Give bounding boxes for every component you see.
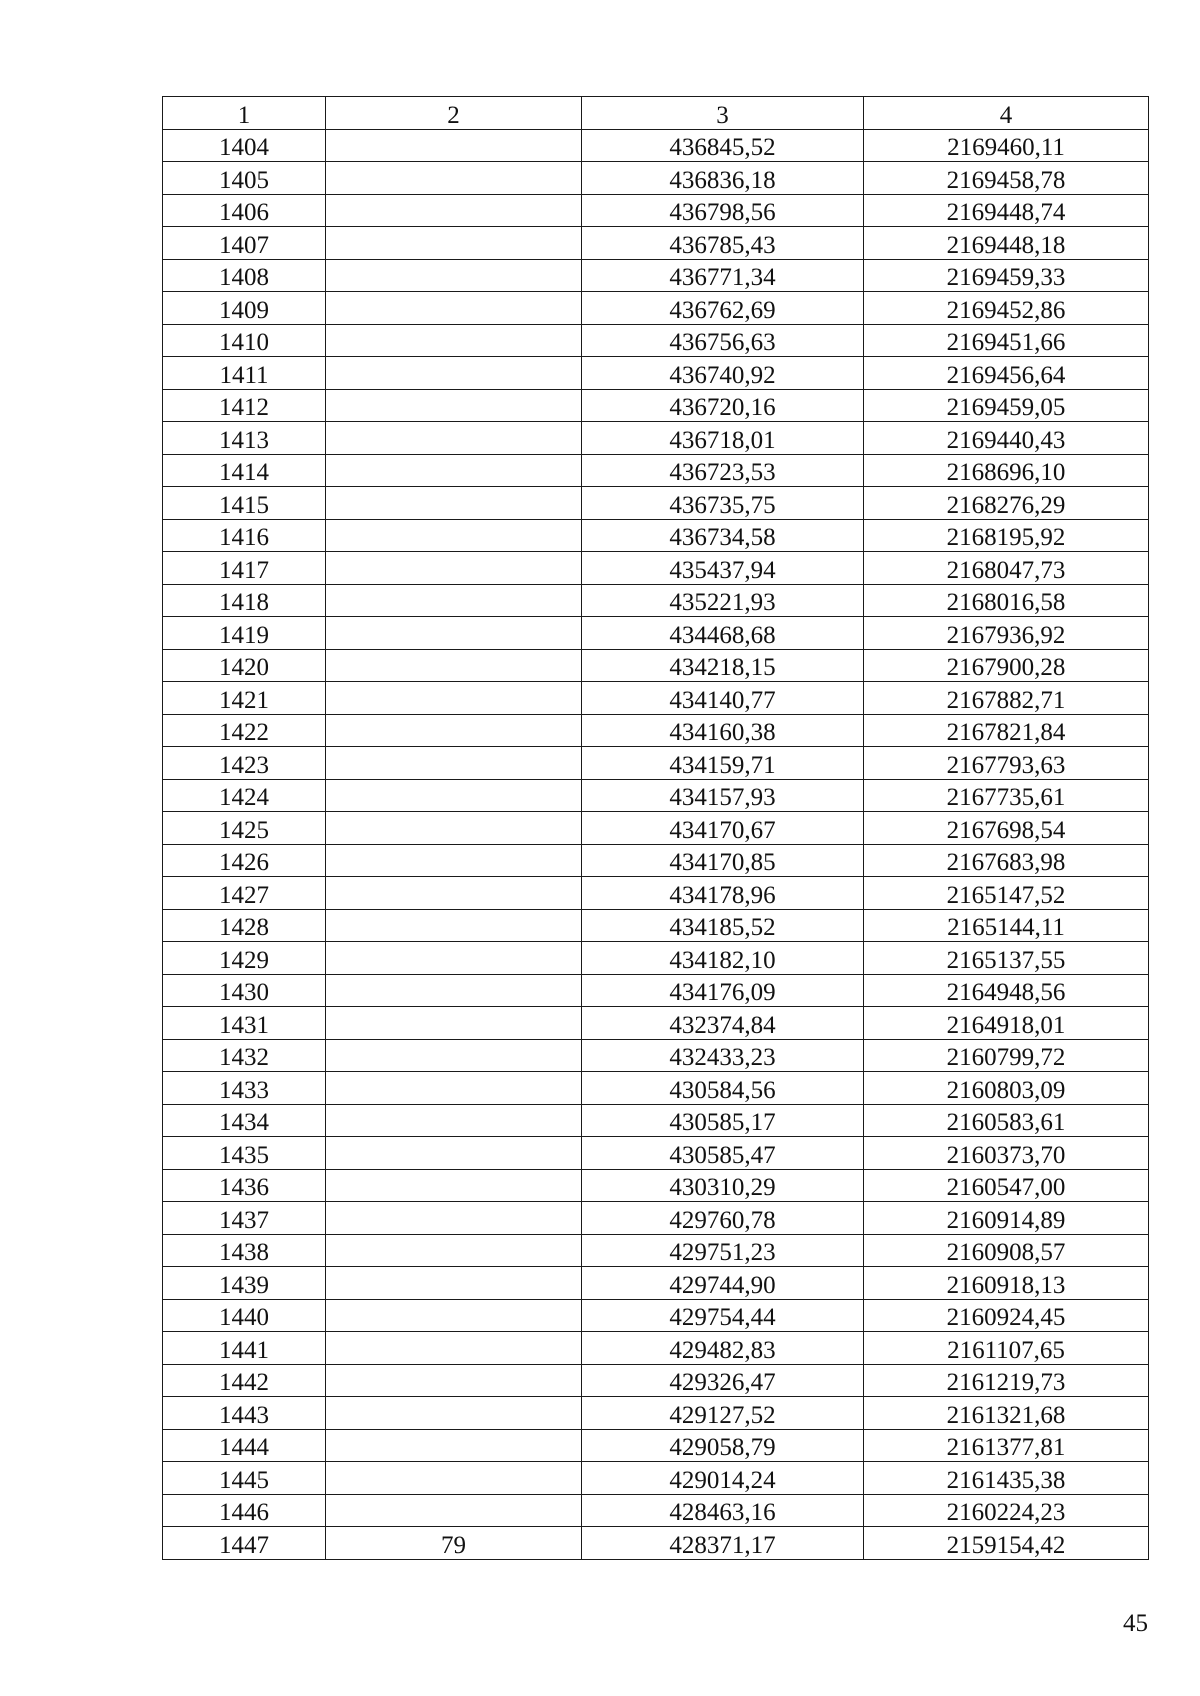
x-coordinate-cell: 434468,68	[582, 617, 864, 650]
x-coordinate-cell: 436734,58	[582, 519, 864, 552]
x-coordinate-cell: 436718,01	[582, 422, 864, 455]
segment-cell	[326, 162, 582, 195]
segment-cell	[326, 747, 582, 780]
y-coordinate-cell: 2167900,28	[864, 649, 1149, 682]
x-coordinate-cell: 432374,84	[582, 1007, 864, 1040]
table-row	[163, 1527, 1149, 1560]
segment-cell	[326, 1234, 582, 1267]
x-coordinate-cell: 430584,56	[582, 1072, 864, 1105]
x-coordinate-cell: 429754,44	[582, 1299, 864, 1332]
x-coordinate-cell: 429014,24	[582, 1462, 864, 1495]
point-number-cell: 1414	[163, 454, 326, 487]
y-coordinate-cell: 2165144,11	[864, 909, 1149, 942]
point-number-cell: 1418	[163, 584, 326, 617]
column-header: 2	[326, 97, 582, 130]
segment-cell	[326, 1104, 582, 1137]
y-coordinate-cell: 2164918,01	[864, 1007, 1149, 1040]
segment-cell	[326, 389, 582, 422]
segment-cell	[326, 552, 582, 585]
y-coordinate-cell: 2169440,43	[864, 422, 1149, 455]
y-coordinate-cell: 2167936,92	[864, 617, 1149, 650]
x-coordinate-cell: 430585,17	[582, 1104, 864, 1137]
table-row	[163, 357, 1149, 390]
segment-cell	[326, 1202, 582, 1235]
point-number-cell: 1446	[163, 1494, 326, 1527]
point-number-cell: 1431	[163, 1007, 326, 1040]
y-coordinate-cell: 2160914,89	[864, 1202, 1149, 1235]
y-coordinate-cell: 2161435,38	[864, 1462, 1149, 1495]
x-coordinate-cell: 436735,75	[582, 487, 864, 520]
table-row	[163, 1299, 1149, 1332]
table-row	[163, 487, 1149, 520]
table-row	[163, 1007, 1149, 1040]
y-coordinate-cell: 2167793,63	[864, 747, 1149, 780]
segment-cell	[326, 422, 582, 455]
table-row	[163, 162, 1149, 195]
segment-cell	[326, 1462, 582, 1495]
segment-cell	[326, 1169, 582, 1202]
x-coordinate-cell: 434160,38	[582, 714, 864, 747]
table-row	[163, 1494, 1149, 1527]
point-number-cell: 1445	[163, 1462, 326, 1495]
point-number-cell: 1415	[163, 487, 326, 520]
x-coordinate-cell: 436756,63	[582, 324, 864, 357]
x-coordinate-cell: 435437,94	[582, 552, 864, 585]
table-row	[163, 779, 1149, 812]
x-coordinate-cell: 428371,17	[582, 1527, 864, 1560]
segment-cell	[326, 1494, 582, 1527]
y-coordinate-cell: 2169448,74	[864, 194, 1149, 227]
x-coordinate-cell: 434182,10	[582, 942, 864, 975]
x-coordinate-cell: 429751,23	[582, 1234, 864, 1267]
point-number-cell: 1435	[163, 1137, 326, 1170]
table-row	[163, 1332, 1149, 1365]
segment-cell	[326, 942, 582, 975]
table-row	[163, 584, 1149, 617]
point-number-cell: 1416	[163, 519, 326, 552]
segment-cell	[326, 812, 582, 845]
column-header: 3	[582, 97, 864, 130]
segment-cell	[326, 259, 582, 292]
x-coordinate-cell: 436762,69	[582, 292, 864, 325]
x-coordinate-cell: 429127,52	[582, 1397, 864, 1430]
point-number-cell: 1444	[163, 1429, 326, 1462]
y-coordinate-cell: 2167735,61	[864, 779, 1149, 812]
point-number-cell: 1413	[163, 422, 326, 455]
table-row	[163, 259, 1149, 292]
table-row	[163, 649, 1149, 682]
segment-cell	[326, 617, 582, 650]
segment-cell: 79	[326, 1527, 582, 1560]
segment-cell	[326, 227, 582, 260]
table-row	[163, 1202, 1149, 1235]
segment-cell	[326, 129, 582, 162]
table-body	[163, 129, 1149, 1559]
table-row	[163, 1364, 1149, 1397]
segment-cell	[326, 649, 582, 682]
table-row	[163, 454, 1149, 487]
segment-cell	[326, 1039, 582, 1072]
x-coordinate-cell: 436720,16	[582, 389, 864, 422]
table-row	[163, 877, 1149, 910]
x-coordinate-cell: 436740,92	[582, 357, 864, 390]
point-number-cell: 1412	[163, 389, 326, 422]
x-coordinate-cell: 429760,78	[582, 1202, 864, 1235]
point-number-cell: 1428	[163, 909, 326, 942]
y-coordinate-cell: 2159154,42	[864, 1527, 1149, 1560]
page-number: 45	[1123, 1610, 1148, 1637]
point-number-cell: 1409	[163, 292, 326, 325]
x-coordinate-cell: 434170,85	[582, 844, 864, 877]
table-row	[163, 1429, 1149, 1462]
segment-cell	[326, 357, 582, 390]
table-row	[163, 909, 1149, 942]
table-row	[163, 942, 1149, 975]
table-row	[163, 1397, 1149, 1430]
x-coordinate-cell: 434159,71	[582, 747, 864, 780]
table-row	[163, 389, 1149, 422]
x-coordinate-cell: 434140,77	[582, 682, 864, 715]
column-header: 4	[864, 97, 1149, 130]
x-coordinate-cell: 436771,34	[582, 259, 864, 292]
x-coordinate-cell: 434170,67	[582, 812, 864, 845]
y-coordinate-cell: 2160803,09	[864, 1072, 1149, 1105]
point-number-cell: 1441	[163, 1332, 326, 1365]
segment-cell	[326, 974, 582, 1007]
segment-cell	[326, 1007, 582, 1040]
x-coordinate-cell: 429744,90	[582, 1267, 864, 1300]
table-row	[163, 324, 1149, 357]
y-coordinate-cell: 2165147,52	[864, 877, 1149, 910]
segment-cell	[326, 1267, 582, 1300]
x-coordinate-cell: 436723,53	[582, 454, 864, 487]
segment-cell	[326, 877, 582, 910]
segment-cell	[326, 324, 582, 357]
point-number-cell: 1440	[163, 1299, 326, 1332]
table-row	[163, 747, 1149, 780]
point-number-cell: 1406	[163, 194, 326, 227]
segment-cell	[326, 292, 582, 325]
table-row	[163, 844, 1149, 877]
y-coordinate-cell: 2169451,66	[864, 324, 1149, 357]
table-header-row	[163, 97, 1149, 130]
point-number-cell: 1404	[163, 129, 326, 162]
y-coordinate-cell: 2167821,84	[864, 714, 1149, 747]
y-coordinate-cell: 2167683,98	[864, 844, 1149, 877]
segment-cell	[326, 779, 582, 812]
y-coordinate-cell: 2161107,65	[864, 1332, 1149, 1365]
point-number-cell: 1432	[163, 1039, 326, 1072]
table-row	[163, 1169, 1149, 1202]
y-coordinate-cell: 2168696,10	[864, 454, 1149, 487]
x-coordinate-cell: 436798,56	[582, 194, 864, 227]
x-coordinate-cell: 436785,43	[582, 227, 864, 260]
segment-cell	[326, 1332, 582, 1365]
table-row	[163, 1039, 1149, 1072]
x-coordinate-cell: 428463,16	[582, 1494, 864, 1527]
table-row	[163, 194, 1149, 227]
y-coordinate-cell: 2165137,55	[864, 942, 1149, 975]
point-number-cell: 1422	[163, 714, 326, 747]
y-coordinate-cell: 2160373,70	[864, 1137, 1149, 1170]
y-coordinate-cell: 2168016,58	[864, 584, 1149, 617]
y-coordinate-cell: 2160799,72	[864, 1039, 1149, 1072]
x-coordinate-cell: 436836,18	[582, 162, 864, 195]
segment-cell	[326, 1072, 582, 1105]
point-number-cell: 1420	[163, 649, 326, 682]
table-row	[163, 682, 1149, 715]
segment-cell	[326, 844, 582, 877]
table-row	[163, 1462, 1149, 1495]
y-coordinate-cell: 2161321,68	[864, 1397, 1149, 1430]
y-coordinate-cell: 2169448,18	[864, 227, 1149, 260]
y-coordinate-cell: 2167882,71	[864, 682, 1149, 715]
y-coordinate-cell: 2161377,81	[864, 1429, 1149, 1462]
table-row	[163, 1137, 1149, 1170]
column-header: 1	[163, 97, 326, 130]
x-coordinate-cell: 429326,47	[582, 1364, 864, 1397]
y-coordinate-cell: 2160583,61	[864, 1104, 1149, 1137]
x-coordinate-cell: 432433,23	[582, 1039, 864, 1072]
table-row	[163, 812, 1149, 845]
segment-cell	[326, 1397, 582, 1430]
table-row	[163, 1072, 1149, 1105]
segment-cell	[326, 519, 582, 552]
point-number-cell: 1411	[163, 357, 326, 390]
segment-cell	[326, 194, 582, 227]
point-number-cell: 1426	[163, 844, 326, 877]
x-coordinate-cell: 436845,52	[582, 129, 864, 162]
table-row	[163, 292, 1149, 325]
point-number-cell: 1407	[163, 227, 326, 260]
point-number-cell: 1408	[163, 259, 326, 292]
segment-cell	[326, 909, 582, 942]
y-coordinate-cell: 2160924,45	[864, 1299, 1149, 1332]
x-coordinate-cell: 430585,47	[582, 1137, 864, 1170]
y-coordinate-cell: 2164948,56	[864, 974, 1149, 1007]
x-coordinate-cell: 430310,29	[582, 1169, 864, 1202]
y-coordinate-cell: 2169459,33	[864, 259, 1149, 292]
y-coordinate-cell: 2168276,29	[864, 487, 1149, 520]
x-coordinate-cell: 434178,96	[582, 877, 864, 910]
y-coordinate-cell: 2169460,11	[864, 129, 1149, 162]
y-coordinate-cell: 2160224,23	[864, 1494, 1149, 1527]
point-number-cell: 1429	[163, 942, 326, 975]
point-number-cell: 1423	[163, 747, 326, 780]
point-number-cell: 1419	[163, 617, 326, 650]
segment-cell	[326, 1137, 582, 1170]
segment-cell	[326, 714, 582, 747]
point-number-cell: 1442	[163, 1364, 326, 1397]
point-number-cell: 1410	[163, 324, 326, 357]
x-coordinate-cell: 434157,93	[582, 779, 864, 812]
x-coordinate-cell: 434185,52	[582, 909, 864, 942]
point-number-cell: 1436	[163, 1169, 326, 1202]
table-row	[163, 714, 1149, 747]
y-coordinate-cell: 2168047,73	[864, 552, 1149, 585]
x-coordinate-cell: 434176,09	[582, 974, 864, 1007]
point-number-cell: 1417	[163, 552, 326, 585]
table-row	[163, 617, 1149, 650]
point-number-cell: 1430	[163, 974, 326, 1007]
y-coordinate-cell: 2160547,00	[864, 1169, 1149, 1202]
table-row	[163, 422, 1149, 455]
point-number-cell: 1434	[163, 1104, 326, 1137]
y-coordinate-cell: 2168195,92	[864, 519, 1149, 552]
segment-cell	[326, 1429, 582, 1462]
y-coordinate-cell: 2161219,73	[864, 1364, 1149, 1397]
point-number-cell: 1438	[163, 1234, 326, 1267]
point-number-cell: 1443	[163, 1397, 326, 1430]
segment-cell	[326, 1299, 582, 1332]
point-number-cell: 1447	[163, 1527, 326, 1560]
point-number-cell: 1427	[163, 877, 326, 910]
y-coordinate-cell: 2169459,05	[864, 389, 1149, 422]
segment-cell	[326, 1364, 582, 1397]
y-coordinate-cell: 2160908,57	[864, 1234, 1149, 1267]
point-number-cell: 1405	[163, 162, 326, 195]
y-coordinate-cell: 2160918,13	[864, 1267, 1149, 1300]
coordinates-table	[162, 96, 1149, 1560]
table-row	[163, 227, 1149, 260]
x-coordinate-cell: 429058,79	[582, 1429, 864, 1462]
table-row	[163, 519, 1149, 552]
y-coordinate-cell: 2169452,86	[864, 292, 1149, 325]
table-row	[163, 1234, 1149, 1267]
x-coordinate-cell: 429482,83	[582, 1332, 864, 1365]
segment-cell	[326, 487, 582, 520]
point-number-cell: 1433	[163, 1072, 326, 1105]
table-row	[163, 1104, 1149, 1137]
y-coordinate-cell: 2169458,78	[864, 162, 1149, 195]
x-coordinate-cell: 435221,93	[582, 584, 864, 617]
table-row	[163, 129, 1149, 162]
point-number-cell: 1439	[163, 1267, 326, 1300]
segment-cell	[326, 682, 582, 715]
y-coordinate-cell: 2167698,54	[864, 812, 1149, 845]
x-coordinate-cell: 434218,15	[582, 649, 864, 682]
table-row	[163, 974, 1149, 1007]
point-number-cell: 1421	[163, 682, 326, 715]
table-row	[163, 552, 1149, 585]
y-coordinate-cell: 2169456,64	[864, 357, 1149, 390]
segment-cell	[326, 454, 582, 487]
point-number-cell: 1425	[163, 812, 326, 845]
point-number-cell: 1437	[163, 1202, 326, 1235]
point-number-cell: 1424	[163, 779, 326, 812]
table-row	[163, 1267, 1149, 1300]
segment-cell	[326, 584, 582, 617]
